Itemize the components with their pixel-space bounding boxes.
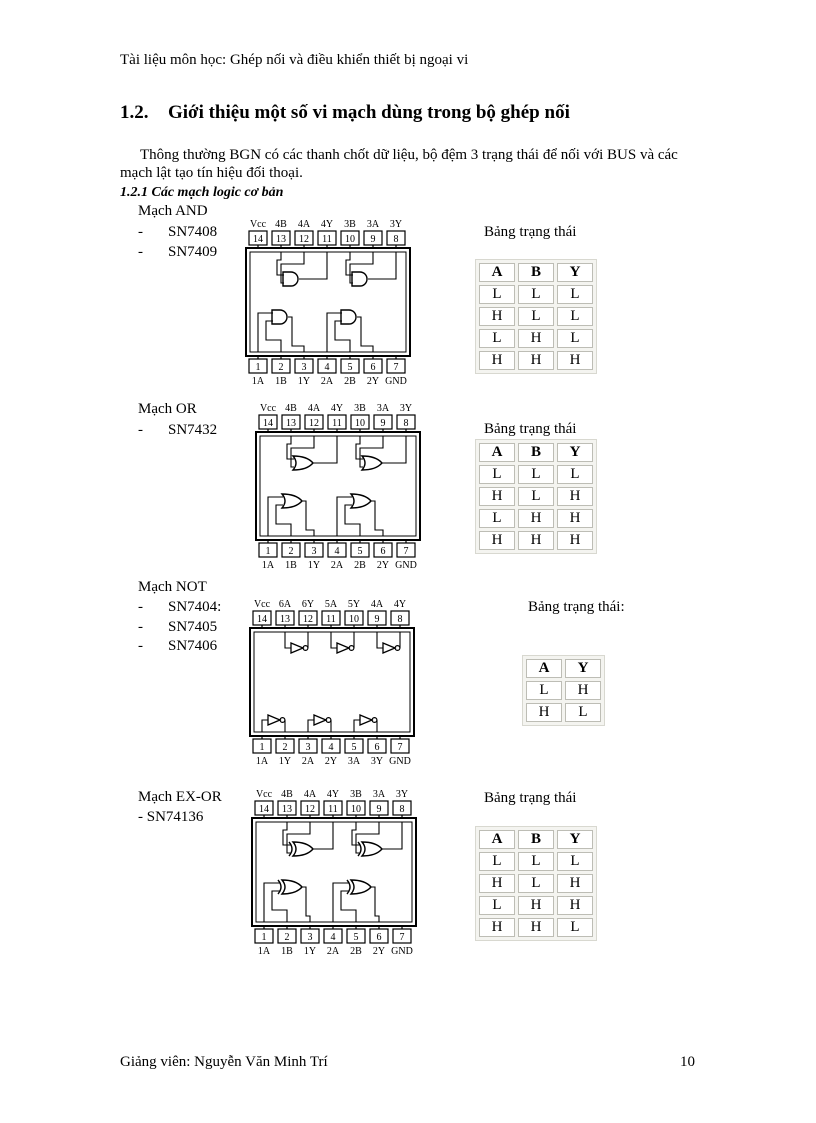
truth-cell: L: [557, 918, 593, 937]
pin-number: 13: [280, 614, 290, 625]
pin-name-bottom: 1Y: [303, 946, 317, 957]
pin-number: 12: [303, 614, 313, 625]
section-title: Giới thiệu một số vi mạch dùng trong bộ ghép nối: [168, 102, 570, 123]
truth-cell: H: [557, 351, 593, 370]
truth-cell: L: [518, 465, 554, 484]
pin-number: 13: [286, 418, 296, 429]
pin-name-bottom: 1B: [285, 560, 297, 571]
xor-extra-arc: [289, 842, 292, 856]
pin-name-top: 3A: [372, 789, 386, 800]
truth-row: [479, 874, 593, 893]
truth-cell: L: [518, 487, 554, 506]
wire: [288, 317, 304, 352]
not-gate-symbol: [314, 715, 326, 725]
truth-cell: H: [479, 531, 515, 550]
and-gate-symbol: [341, 310, 356, 324]
pin-number: 7: [403, 546, 409, 557]
wire: [371, 501, 383, 536]
pin-name-bottom: GND: [391, 946, 413, 957]
truth-header-cell: Y: [565, 659, 601, 678]
gate-and-state-label: Bảng trạng thái: [484, 224, 577, 240]
truth-header-cell: Y: [557, 263, 593, 282]
pin-name-bottom: 2B: [354, 560, 366, 571]
xor-extra-arc: [278, 880, 281, 894]
truth-row: [526, 703, 601, 722]
pin-name-top: 3B: [350, 789, 362, 800]
pin-number: 10: [351, 804, 361, 815]
truth-header-cell: A: [479, 263, 515, 282]
gate-xor-state-label: Bảng trạng thái: [484, 790, 577, 806]
truth-cell: H: [557, 531, 593, 550]
pin-number: 2: [278, 362, 284, 373]
pin-name-bottom: 2B: [344, 376, 356, 387]
truth-row: [479, 487, 593, 506]
truth-cell: H: [518, 509, 554, 528]
truth-header-row: [479, 830, 593, 849]
pin-name-top: 4A: [297, 219, 311, 230]
truth-header-cell: Y: [557, 443, 593, 462]
gate-and-title: Mạch AND: [138, 203, 208, 219]
or-gate-symbol: [293, 456, 313, 470]
page-header: Tài liệu môn học: Ghép nối và điều khiển thiết bị ngoại vi: [120, 52, 469, 68]
pin-number: 1: [255, 362, 261, 373]
pin-name-bottom: 1B: [275, 376, 287, 387]
section-number: 1.2.: [120, 102, 149, 123]
pin-number: 13: [276, 234, 286, 245]
or-gate-symbol: [351, 880, 371, 894]
pin-name-bottom: GND: [395, 560, 417, 571]
pin-number: 14: [257, 614, 267, 625]
or-gate-symbol: [362, 842, 382, 856]
truth-cell: L: [557, 465, 593, 484]
pin-number: 6: [376, 932, 382, 943]
xor-extra-arc: [358, 842, 361, 856]
truth-row: [479, 351, 593, 370]
truth-cell: L: [526, 681, 562, 700]
or-gate-symbol: [282, 494, 302, 508]
pin-name-top: 4B: [281, 789, 293, 800]
pin-name-top: 3A: [376, 403, 390, 414]
pin-name-bottom: 1A: [261, 560, 275, 571]
truth-cell: L: [479, 852, 515, 871]
truth-table-xor: [475, 826, 597, 941]
pin-number: 9: [370, 234, 376, 245]
pin-name-bottom: 3A: [347, 756, 361, 767]
wire: [281, 252, 304, 283]
truth-header-row: [479, 263, 593, 282]
pin-name-top: 3Y: [395, 789, 409, 800]
pin-number: 10: [349, 614, 359, 625]
wire: [357, 317, 373, 352]
and-gate-symbol: [272, 310, 287, 324]
pin-name-bottom: 2Y: [324, 756, 338, 767]
truth-cell: H: [557, 487, 593, 506]
truth-cell: H: [479, 874, 515, 893]
wire: [354, 720, 360, 732]
truth-cell: L: [479, 509, 515, 528]
pin-number: 12: [299, 234, 309, 245]
pin-number: 11: [326, 614, 336, 625]
pin-name-bottom: 2A: [320, 376, 334, 387]
internal-gates: [268, 436, 406, 536]
pin-name-bottom: GND: [389, 756, 411, 767]
truth-header-cell: Y: [557, 830, 593, 849]
not-gate-symbol: [291, 643, 303, 653]
pin-number: 12: [309, 418, 319, 429]
truth-cell: H: [557, 874, 593, 893]
truth-header-cell: B: [518, 263, 554, 282]
truth-header-cell: A: [479, 443, 515, 462]
pin-number: 14: [259, 804, 269, 815]
pin-number: 9: [376, 804, 382, 815]
truth-cell: L: [557, 852, 593, 871]
chip-and-diagram: [240, 216, 416, 386]
pin-number: 3: [307, 932, 313, 943]
pin-number: 4: [328, 742, 334, 753]
truth-cell: H: [518, 531, 554, 550]
pin-name-bottom: 2A: [326, 946, 340, 957]
pin-name-bottom: 2Y: [372, 946, 386, 957]
truth-cell: L: [479, 329, 515, 348]
pin-name-top: 3B: [344, 219, 356, 230]
pin-number: 14: [263, 418, 273, 429]
pin-number: 7: [399, 932, 405, 943]
truth-row: [526, 681, 601, 700]
internal-gates: [262, 632, 400, 732]
pin-number: 12: [305, 804, 315, 815]
wire: [272, 891, 287, 922]
truth-header-row: [479, 443, 593, 462]
truth-row: [479, 307, 593, 326]
truth-header-cell: B: [518, 830, 554, 849]
pin-name-top: 5Y: [347, 599, 361, 610]
pin-name-bottom: 1A: [255, 756, 269, 767]
truth-cell: H: [518, 896, 554, 915]
pin-number: 1: [261, 932, 267, 943]
internal-gates: [258, 252, 396, 352]
pin-number: 3: [311, 546, 317, 557]
page-number: 10: [680, 1054, 695, 1070]
pin-number: 7: [393, 362, 399, 373]
not-gate-symbol: [383, 643, 395, 653]
truth-header-row: [526, 659, 601, 678]
pin-number: 4: [330, 932, 336, 943]
wire: [299, 252, 327, 279]
pin-name-bottom: 1Y: [278, 756, 292, 767]
gate-and-part-1: - SN7408: [138, 224, 218, 240]
chip-body-inner: [254, 632, 410, 732]
truth-table-and: [475, 259, 597, 374]
or-gate-symbol: [282, 880, 302, 894]
or-gate-symbol: [351, 494, 371, 508]
truth-cell: H: [526, 703, 562, 722]
pin-number: 9: [380, 418, 386, 429]
wire: [382, 822, 402, 849]
truth-cell: L: [518, 285, 554, 304]
truth-row: [479, 465, 593, 484]
gate-not-part-1: - SN7404:: [138, 599, 222, 615]
truth-cell: L: [518, 874, 554, 893]
truth-cell: L: [565, 703, 601, 722]
wire: [313, 822, 333, 849]
gate-or-title: Mạch OR: [138, 401, 197, 417]
pin-name-top: 4Y: [393, 599, 407, 610]
pin-name-bottom: 2Y: [366, 376, 380, 387]
truth-row: [479, 285, 593, 304]
truth-header-cell: A: [479, 830, 515, 849]
wire: [285, 632, 291, 648]
pin-name-top: 6A: [278, 599, 292, 610]
pin-name-top: Vcc: [253, 599, 271, 610]
truth-row: [479, 509, 593, 528]
truth-cell: L: [479, 896, 515, 915]
gate-and-part-2: - SN7409: [138, 244, 218, 260]
truth-cell: H: [479, 307, 515, 326]
pin-number: 4: [324, 362, 330, 373]
truth-row: [479, 918, 593, 937]
truth-cell: H: [518, 329, 554, 348]
pin-name-bottom: 3Y: [370, 756, 384, 767]
truth-header-cell: A: [526, 659, 562, 678]
pin-name-top: 4B: [285, 403, 297, 414]
chip-xor-diagram: [246, 786, 422, 956]
pin-number: 8: [403, 418, 409, 429]
pin-number: 8: [399, 804, 405, 815]
pin-number: 11: [322, 234, 332, 245]
pin-number: 5: [353, 932, 359, 943]
pin-number: 1: [265, 546, 271, 557]
pin-number: 7: [397, 742, 403, 753]
chip-body-inner: [256, 822, 412, 922]
wire: [345, 505, 360, 536]
gate-xor-title: Mạch EX-OR: [138, 789, 222, 805]
truth-cell: H: [557, 509, 593, 528]
pin-name-bottom: 1A: [257, 946, 271, 957]
pin-name-top: Vcc: [259, 403, 277, 414]
truth-row: [479, 852, 593, 871]
wire: [368, 252, 396, 279]
wire: [276, 505, 291, 536]
wire: [350, 252, 373, 283]
wire: [371, 887, 379, 922]
wire: [313, 436, 337, 463]
pin-number: 9: [374, 614, 380, 625]
pin-number: 2: [284, 932, 290, 943]
wire: [302, 887, 310, 922]
wire: [331, 632, 337, 648]
wire: [262, 720, 268, 732]
chip-not-diagram: [244, 596, 420, 766]
pin-number: 8: [393, 234, 399, 245]
pin-name-bottom: 1B: [281, 946, 293, 957]
wire: [377, 632, 383, 648]
xor-extra-arc: [347, 880, 350, 894]
truth-row: [479, 329, 593, 348]
gate-not-part-2: - SN7405: [138, 619, 218, 635]
pin-number: 10: [345, 234, 355, 245]
pin-number: 11: [328, 804, 338, 815]
pin-number: 6: [380, 546, 386, 557]
truth-row: [479, 531, 593, 550]
pin-number: 5: [357, 546, 363, 557]
truth-cell: L: [557, 285, 593, 304]
truth-cell: H: [518, 918, 554, 937]
truth-cell: H: [479, 918, 515, 937]
truth-table-or: [475, 439, 597, 554]
truth-cell: L: [557, 307, 593, 326]
wire: [360, 436, 383, 467]
pin-number: 14: [253, 234, 263, 245]
wire: [335, 321, 350, 352]
pin-name-bottom: GND: [385, 376, 407, 387]
pin-number: 5: [347, 362, 353, 373]
wire: [287, 822, 310, 853]
wire: [266, 321, 281, 352]
pin-name-bottom: 2A: [330, 560, 344, 571]
gate-or-part-1: - SN7432: [138, 422, 218, 438]
pin-name-bottom: 1Y: [307, 560, 321, 571]
not-gate-symbol: [268, 715, 280, 725]
pin-number: 6: [374, 742, 380, 753]
pin-name-top: 3Y: [389, 219, 403, 230]
pin-name-top: Vcc: [249, 219, 267, 230]
pin-name-top: 4A: [370, 599, 384, 610]
pin-number: 2: [282, 742, 288, 753]
subsection-title: 1.2.1 Các mạch logic cơ bản: [120, 185, 284, 200]
pin-name-top: 3A: [366, 219, 380, 230]
pin-name-top: 3Y: [399, 403, 413, 414]
chip-body-inner: [250, 252, 406, 352]
not-gate-symbol: [360, 715, 372, 725]
chip-body: [250, 628, 414, 736]
pin-number: 11: [332, 418, 342, 429]
and-gate-symbol: [352, 272, 367, 286]
gate-or-state-label: Bảng trạng thái: [484, 421, 577, 437]
truth-cell: H: [479, 487, 515, 506]
or-gate-symbol: [362, 456, 382, 470]
pin-name-top: 3B: [354, 403, 366, 414]
intro-paragraph: Thông thường BGN có các thanh chốt dữ liệu, bộ đệm 3 trạng thái để nối với BUS và các mạch lật tạo tín hiệu đối thoại.: [120, 147, 678, 181]
truth-header-cell: B: [518, 443, 554, 462]
pin-name-top: 5A: [324, 599, 338, 610]
pin-name-bottom: 2Y: [376, 560, 390, 571]
truth-cell: L: [557, 329, 593, 348]
gate-xor-part-1: - SN74136: [138, 809, 204, 825]
gate-not-title: Mạch NOT: [138, 579, 207, 595]
truth-cell: L: [518, 307, 554, 326]
pin-name-bottom: 1Y: [297, 376, 311, 387]
wire: [302, 501, 314, 536]
wire: [341, 891, 356, 922]
truth-cell: H: [518, 351, 554, 370]
wire: [356, 822, 379, 853]
pin-name-top: 4Y: [320, 219, 334, 230]
pin-number: 5: [351, 742, 357, 753]
truth-cell: L: [518, 852, 554, 871]
chip-body-inner: [260, 436, 416, 536]
pin-name-top: 4Y: [326, 789, 340, 800]
not-gate-symbol: [337, 643, 349, 653]
pin-number: 8: [397, 614, 403, 625]
footer-lecturer: Giảng viên: Nguyễn Văn Minh Trí: [120, 1054, 328, 1070]
truth-cell: L: [479, 465, 515, 484]
pin-name-bottom: 2A: [301, 756, 315, 767]
pin-number: 3: [301, 362, 307, 373]
truth-row: [479, 896, 593, 915]
gate-not-part-3: - SN7406: [138, 638, 218, 654]
truth-cell: H: [479, 351, 515, 370]
pin-name-top: Vcc: [255, 789, 273, 800]
truth-table-not: [522, 655, 605, 726]
wire: [382, 436, 406, 463]
pin-number: 13: [282, 804, 292, 815]
pin-name-bottom: 2B: [350, 946, 362, 957]
pin-name-bottom: 1A: [251, 376, 265, 387]
gate-not-state-label: Bảng trạng thái:: [528, 599, 625, 615]
pin-name-top: 4A: [303, 789, 317, 800]
chip-or-diagram: [250, 400, 426, 570]
pin-name-top: 6Y: [301, 599, 315, 610]
truth-cell: H: [565, 681, 601, 700]
truth-cell: L: [479, 285, 515, 304]
pin-number: 6: [370, 362, 376, 373]
pin-number: 1: [259, 742, 265, 753]
pin-name-top: 4Y: [330, 403, 344, 414]
wire: [291, 436, 314, 467]
pin-number: 10: [355, 418, 365, 429]
pin-name-top: 4B: [275, 219, 287, 230]
wire: [308, 720, 314, 732]
pin-number: 2: [288, 546, 294, 557]
truth-cell: H: [557, 896, 593, 915]
or-gate-symbol: [293, 842, 313, 856]
pin-number: 4: [334, 546, 340, 557]
pin-name-top: 4A: [307, 403, 321, 414]
internal-gates: [264, 822, 402, 922]
pin-number: 3: [305, 742, 311, 753]
and-gate-symbol: [283, 272, 298, 286]
